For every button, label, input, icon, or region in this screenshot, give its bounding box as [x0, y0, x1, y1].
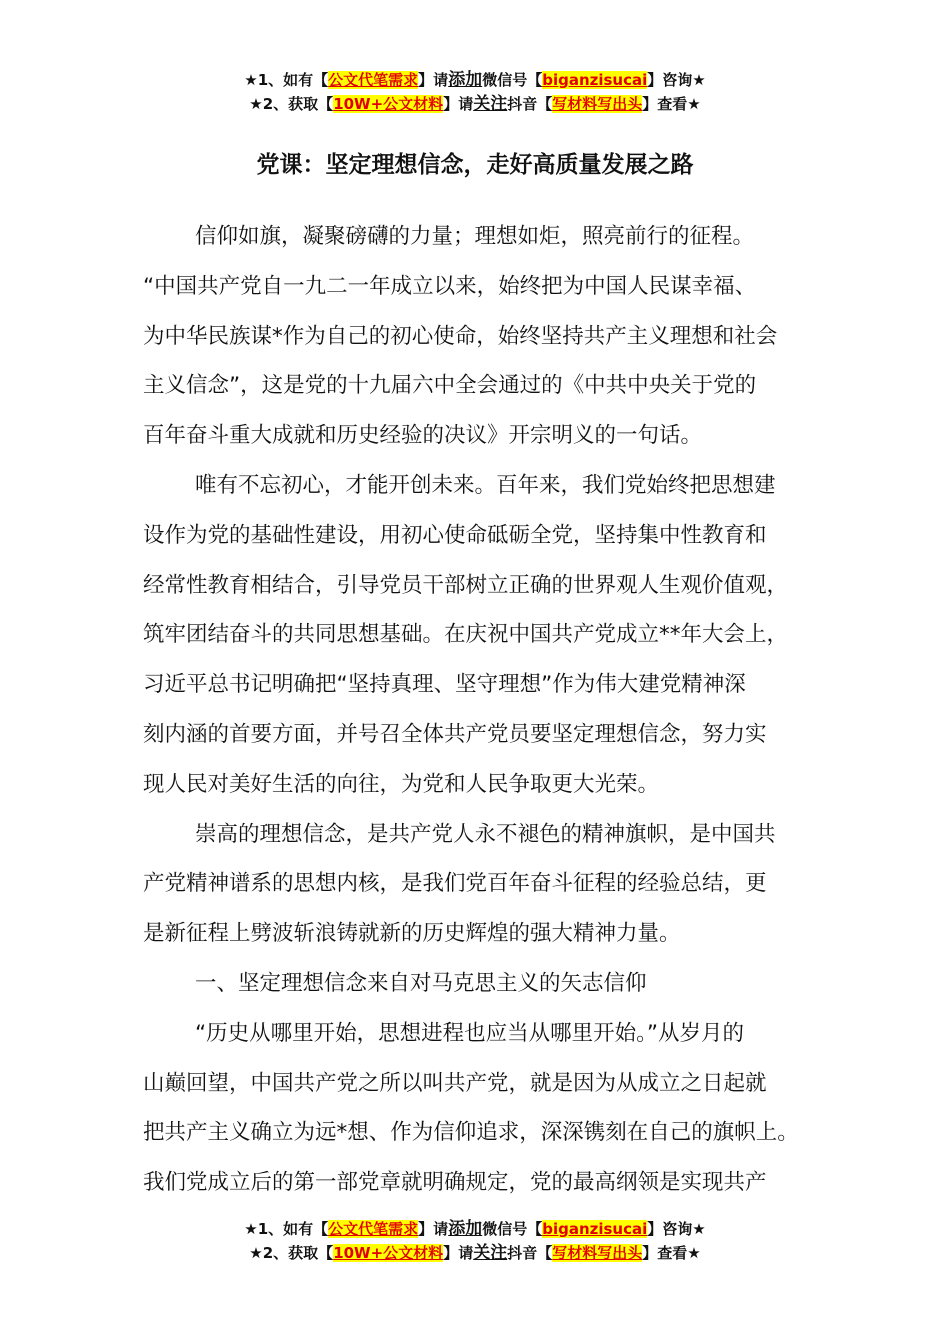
paragraph-line: 经常性教育相结合，引导党员干部树立正确的世界观人生观价值观， — [143, 572, 789, 598]
star-icon: ★ — [244, 71, 258, 89]
promo-banner-bottom — [0, 1217, 950, 1265]
star-icon: ★ — [692, 1220, 706, 1238]
banner-text: 】请 — [443, 1244, 474, 1262]
star-icon: ★ — [249, 1244, 263, 1262]
document-title: 党课：坚定理想信念，走好高质量发展之路 — [256, 152, 694, 178]
paragraph-line: 百年奋斗重大成就和历史经验的决议》开宗明义的一句话。 — [143, 423, 703, 449]
star-icon: ★ — [249, 95, 263, 113]
banner-line — [0, 92, 950, 116]
underlined-text: 关注 — [473, 1243, 508, 1263]
banner-text: 微信号【 — [482, 1220, 543, 1238]
promo-banner-top — [0, 68, 950, 116]
paragraph-line: 崇高的理想信念，是共产党人永不褪色的精神旗帜，是中国共 — [195, 821, 776, 847]
underlined-text: 关注 — [473, 94, 508, 114]
paragraph-line: “历史从哪里开始，思想进程也应当从哪里开始。”从岁月的 — [195, 1020, 745, 1046]
banner-text: 2、获取【 — [262, 95, 334, 113]
banner-text: 】咨询 — [647, 71, 693, 89]
paragraph-line: 信仰如旗，凝聚磅礴的力量；理想如炬，照亮前行的征程。 — [195, 224, 755, 249]
star-icon: ★ — [692, 71, 706, 89]
star-icon: ★ — [244, 1220, 258, 1238]
star-icon: ★ — [687, 1244, 701, 1262]
highlight-text: 公文代笔需求 — [328, 71, 419, 89]
paragraph-line: 筑牢团结奋斗的共同思想基础。在庆祝中国共产党成立**年大会上， — [143, 622, 789, 648]
document-body — [143, 212, 833, 1208]
paragraph-line: 是新征程上劈波斩浪铸就新的历史辉煌的强大精神力量。 — [143, 921, 681, 947]
paragraph-line: 产党精神谱系的思想内核，是我们党百年奋斗征程的经验总结，更 — [143, 871, 767, 897]
highlight-text: 公文代笔需求 — [328, 1220, 419, 1238]
highlight-text: biganzisucai — [542, 71, 648, 89]
banner-text: 】请 — [418, 71, 449, 89]
underlined-text: 添加 — [448, 70, 483, 90]
paragraph-line: 山巅回望，中国共产党之所以叫共产党，就是因为从成立之日起就 — [143, 1070, 767, 1096]
banner-text: 抖音【 — [507, 95, 553, 113]
paragraph-line: 现人民对美好生活的向往，为党和人民争取更大光荣。 — [143, 771, 660, 797]
paragraph-line: 刻内涵的首要方面，并号召全体共产党员要坚定理想信念，努力实 — [143, 721, 767, 747]
paragraph-line: 我们党成立后的第一部党章就明确规定，党的最高纲领是实现共产 — [143, 1170, 767, 1196]
paragraph-line: 一、坚定理想信念来自对马克思主义的矢志信仰 — [195, 970, 647, 996]
paragraph-line: 唯有不忘初心，才能开创未来。百年来，我们党始终把思想建 — [195, 472, 776, 498]
banner-text: 】查看 — [642, 1244, 688, 1262]
banner-text: 微信号【 — [482, 71, 543, 89]
banner-line — [0, 1217, 950, 1241]
banner-line — [0, 68, 950, 92]
highlight-text: biganzisucai — [542, 1220, 648, 1238]
paragraph-line: 设作为党的基础性建设，用初心使命砥砺全党，坚持集中性教育和 — [143, 522, 767, 548]
banner-text: 】咨询 — [647, 1220, 693, 1238]
star-icon: ★ — [687, 95, 701, 113]
banner-text: 】请 — [443, 95, 474, 113]
paragraph-line: 习近平总书记明确把“坚持真理、坚守理想”作为伟大建党精神深 — [143, 672, 746, 698]
underlined-text: 添加 — [448, 1219, 483, 1239]
paragraph-line: 把共产主义确立为远*想、作为信仰追求，深深镌刻在自己的旗帜上。 — [143, 1120, 799, 1146]
banner-text: 】请 — [418, 1220, 449, 1238]
banner-line — [0, 1241, 950, 1265]
banner-text: 2、获取【 — [262, 1244, 334, 1262]
banner-text: 抖音【 — [507, 1244, 553, 1262]
paragraph-line: 主义信念”，这是党的十九届六中全会通过的《中共中央关于党的 — [143, 373, 757, 399]
banner-text: 1、如有【 — [257, 71, 329, 89]
banner-text: 1、如有【 — [257, 1220, 329, 1238]
paragraph-line: 为中华民族谋*作为自己的初心使命，始终坚持共产主义理想和社会 — [143, 323, 778, 349]
highlight-text: 10W+公文材料 — [333, 95, 444, 113]
highlight-text: 10W+公文材料 — [333, 1244, 444, 1262]
paragraph-line: “中国共产党自一九二一年成立以来，始终把为中国人民谋幸福、 — [143, 273, 757, 299]
highlight-text: 写材料写出头 — [552, 1244, 643, 1262]
highlight-text: 写材料写出头 — [552, 95, 643, 113]
banner-text: 】查看 — [642, 95, 688, 113]
